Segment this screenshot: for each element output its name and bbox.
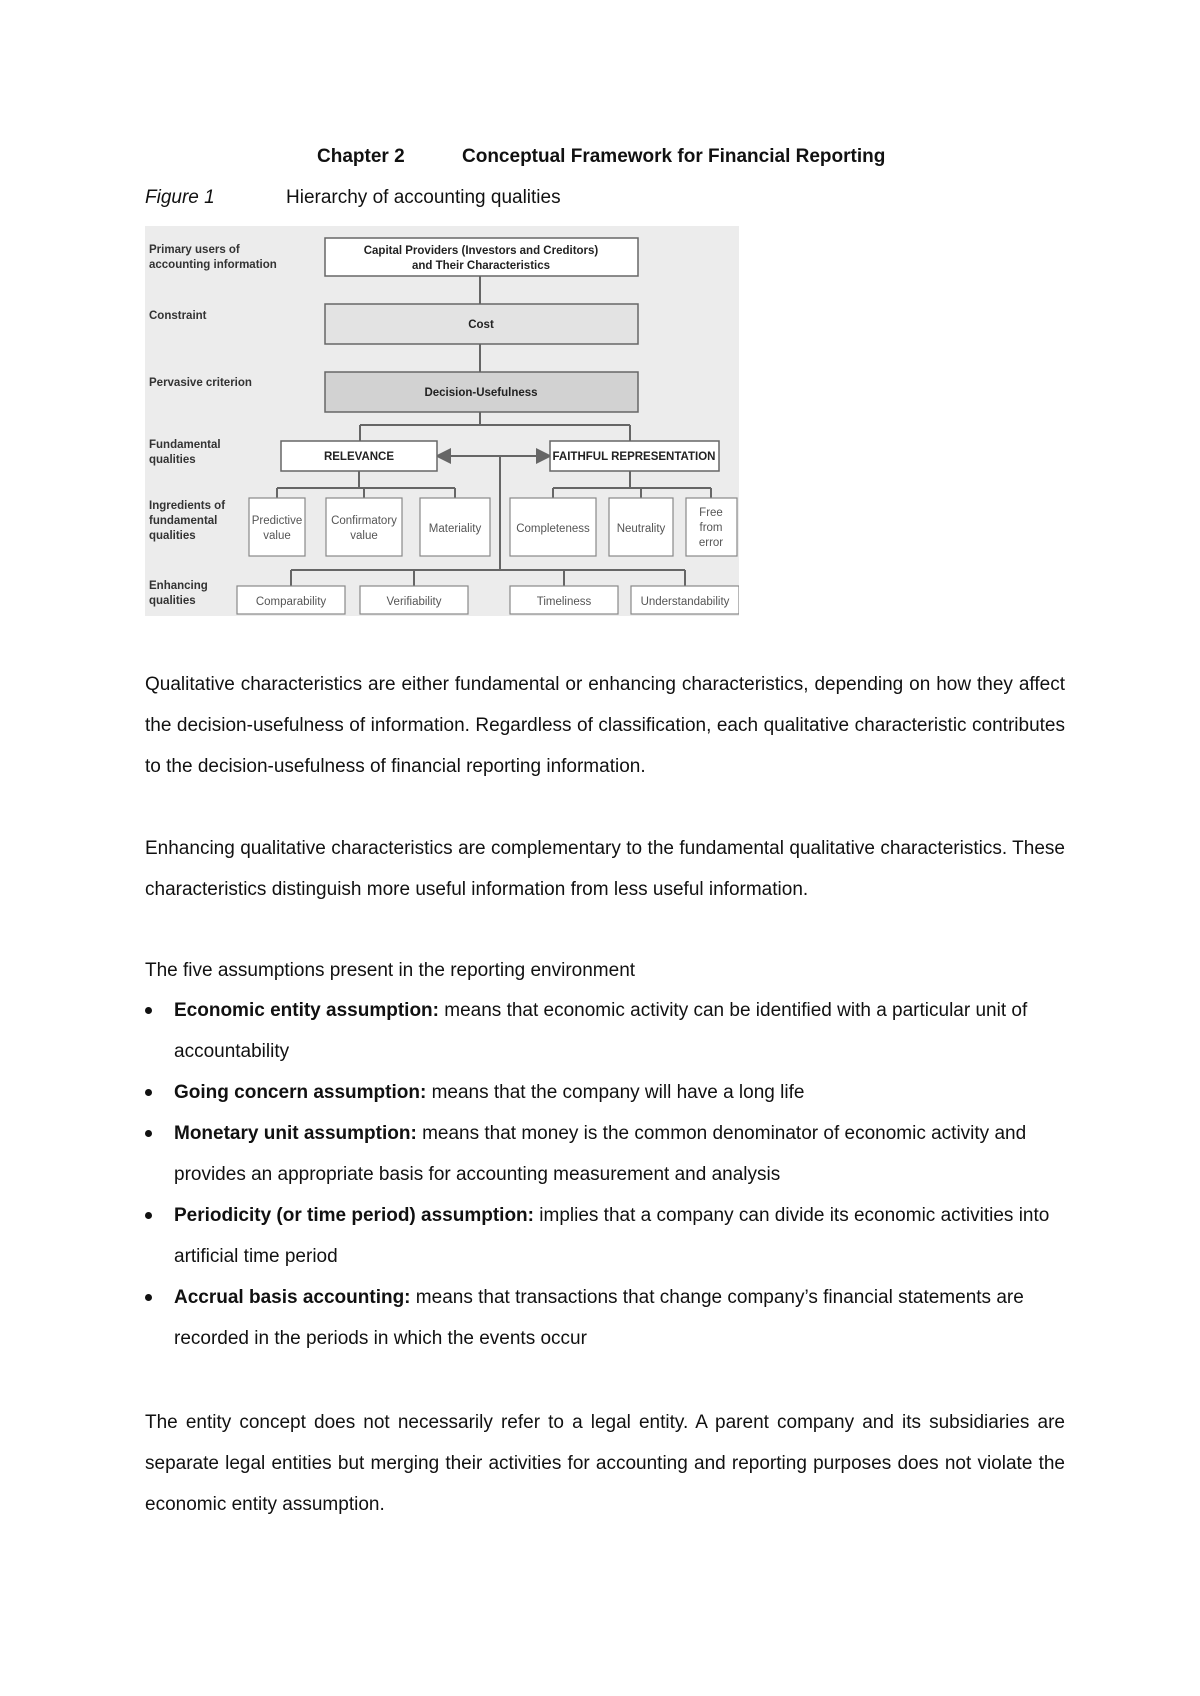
confirmatory-value-box [326, 498, 402, 556]
neutrality-label: Neutrality [616, 523, 666, 535]
figure-label: Figure 1 [145, 187, 215, 208]
row-label-primary-users-1: Primary users of [149, 244, 240, 256]
assumption-term: Periodicity (or time period) assumption: [174, 1205, 534, 1226]
hierarchy-diagram [145, 226, 739, 616]
confirmatory-value-line-2: value [350, 530, 378, 542]
assumption-term: Going concern assumption: [174, 1082, 427, 1103]
assumption-term: Monetary unit assumption: [174, 1123, 417, 1144]
row-label-fundamental-2: qualities [149, 454, 196, 466]
assumption-term: Accrual basis accounting: [174, 1287, 411, 1308]
figure-caption [145, 187, 561, 209]
assumptions-list [145, 990, 1065, 1359]
assumption-text: means that money is the common denominator of economic activity and provides an appropriate basis for accounting measurement and analysis [174, 1123, 1027, 1185]
understandability-label: Understandability [640, 596, 730, 608]
row-label-ingredients-2: fundamental [149, 515, 218, 527]
list-item [145, 1195, 1065, 1277]
bullet-icon [145, 1130, 152, 1137]
assumption-text: implies that a company can divide its economic activities into artificial time period [174, 1205, 1050, 1267]
predictive-value-line-1: Predictive [251, 515, 303, 527]
cost-label: Cost [468, 319, 494, 331]
hierarchy-diagram-svg [145, 226, 739, 616]
figure-title: Hierarchy of accounting qualities [286, 187, 561, 208]
list-item [145, 1113, 1065, 1195]
bullet-icon [145, 1089, 152, 1096]
list-item [145, 1277, 1065, 1359]
free-from-error-line-1: Free [699, 507, 723, 519]
confirmatory-value-line-1: Confirmatory [331, 515, 397, 527]
assumption-text: means that the company will have a long life [426, 1082, 805, 1103]
decision-usefulness-label: Decision-Usefulness [424, 387, 538, 399]
row-label-fundamental-1: Fundamental [149, 439, 221, 451]
row-label-enhancing-2: qualities [149, 595, 196, 607]
paragraph-assumptions-intro: The five assumptions present in the reporting environment [145, 960, 636, 981]
list-item [145, 990, 1065, 1072]
predictive-value-box [249, 498, 305, 556]
paragraph-enhancing-characteristics: Enhancing qualitative characteristics are complementary to the fundamental qualitative characteristics. These characteristics distinguish more useful information from less useful information. [145, 838, 1065, 900]
row-label-enhancing-1: Enhancing [149, 580, 208, 592]
assumption-text: means that economic activity can be identified with a particular unit of accountability [174, 1000, 1028, 1062]
comparability-label: Comparability [255, 596, 327, 608]
list-item [145, 1072, 1065, 1113]
paragraph-entity-concept: The entity concept does not necessarily refer to a legal entity. A parent company and its subsidiaries are separate legal entities but merging their activities for accounting and reporting purposes does not violate the economic entity assumption. [145, 1412, 1065, 1515]
row-label-ingredients-1: Ingredients of [149, 500, 226, 512]
capital-providers-line-2: and Their Characteristics [411, 260, 551, 272]
free-from-error-line-2: from [699, 522, 723, 534]
completeness-label: Completeness [516, 523, 590, 535]
relevance-label: RELEVANCE [323, 451, 395, 463]
bullet-icon [145, 1007, 152, 1014]
verifiability-label: Verifiability [386, 596, 442, 608]
faithful-representation-label: FAITHFUL REPRESENTATION [552, 451, 716, 463]
chapter-heading [317, 146, 885, 168]
materiality-label: Materiality [428, 523, 482, 535]
row-label-constraint: Constraint [149, 310, 207, 322]
timeliness-label: Timeliness [536, 596, 592, 608]
row-label-primary-users-2: accounting information [149, 259, 277, 271]
row-label-ingredients-3: qualities [149, 530, 196, 542]
chapter-title: Conceptual Framework for Financial Reporting [462, 146, 886, 167]
assumption-term: Economic entity assumption: [174, 1000, 439, 1021]
bullet-icon [145, 1212, 152, 1219]
bullet-icon [145, 1294, 152, 1301]
predictive-value-line-2: value [263, 530, 291, 542]
capital-providers-line-1: Capital Providers (Investors and Creditors) [363, 245, 599, 257]
chapter-number: Chapter 2 [317, 146, 405, 167]
paragraph-qualitative-characteristics: Qualitative characteristics are either fundamental or enhancing characteristics, depending on how they affect the decision-usefulness of information. Regardless of classification, each qualitative characteristic contributes to the decision-usefulness of financial reporting information. [145, 674, 1065, 777]
row-label-pervasive: Pervasive criterion [149, 377, 252, 389]
assumption-text: means that transactions that change company’s financial statements are recorded in the periods in which the events occur [174, 1287, 1024, 1349]
free-from-error-line-3: error [698, 537, 724, 549]
